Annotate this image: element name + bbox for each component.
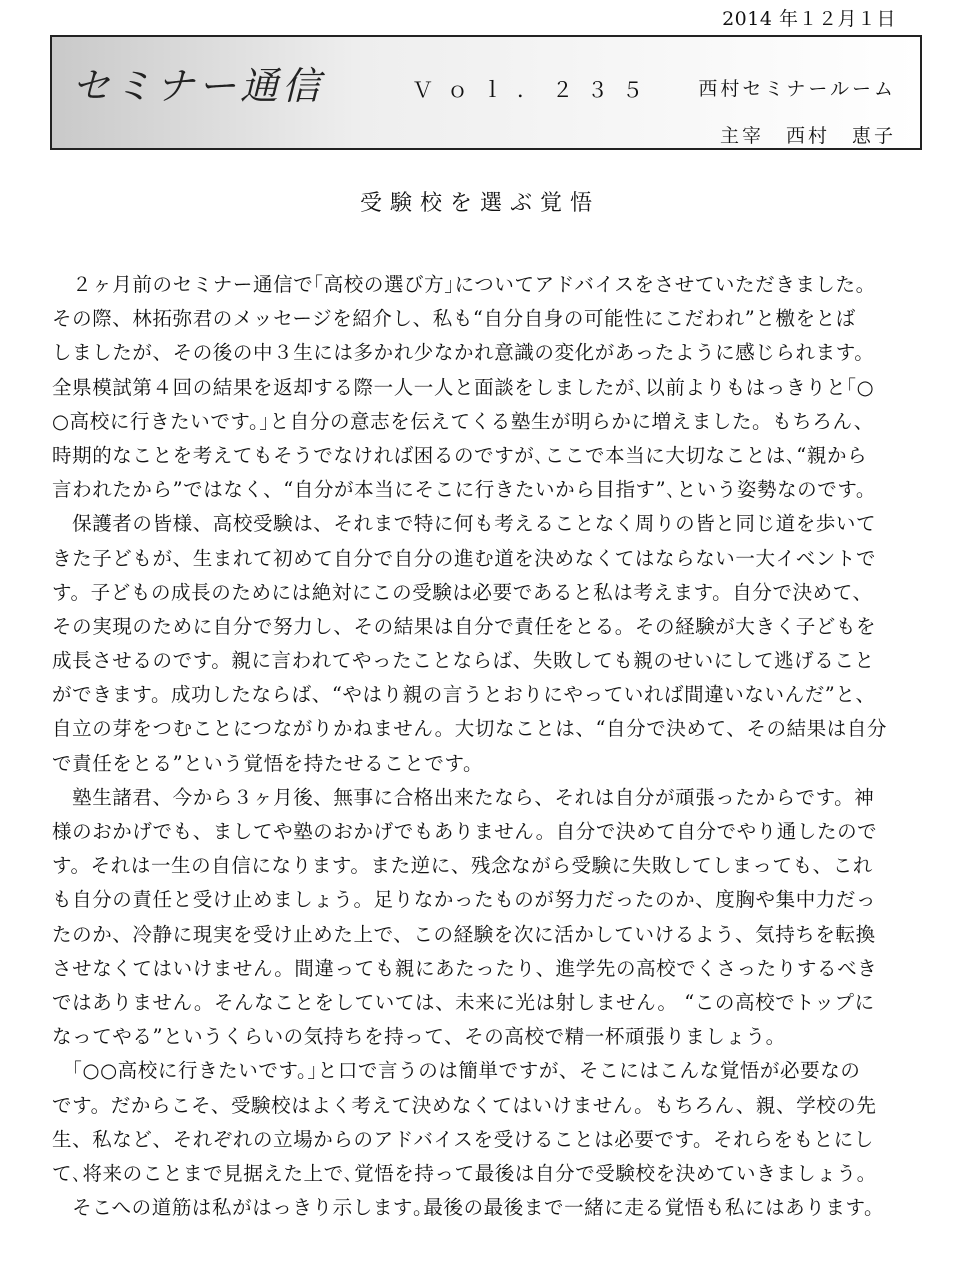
body-line: ２ヶ月前のセミナー通信で｢高校の選び方｣についてアドバイスをさせていただきました。 bbox=[52, 273, 876, 296]
body-line: その実現のために自分で努力し、その結果は自分で責任をとる。その経験が大きく子どもを bbox=[52, 614, 877, 638]
body-line: も自分の責任と受け止めましょう。足りなかったものが努力だったのか、度胸や集中力だっ bbox=[52, 888, 877, 912]
body-line: そこへの道筋は私がはっきり示します｡最後の最後まで一緒に走る覚悟も私にはあります。 bbox=[52, 1196, 885, 1220]
body-line: きた子どもが、生まれて初めて自分で自分の進む道を決めなくてはならない一大イベントで bbox=[52, 546, 877, 570]
newsletter-header bbox=[50, 35, 922, 150]
body-line: 時期的なことを考えてもそうでなければ困るのですが､ここで本当に大切なことは､“親から bbox=[52, 443, 868, 467]
body-line: す。子どもの成長のためには絶対にこの受験は必要であると私は考えます。自分で決めて、 bbox=[52, 580, 873, 604]
body-line: ○高校に行きたいです。｣と自分の意志を伝えてくる塾生が明らかに増えました。もちろん、 bbox=[52, 409, 874, 433]
director-name: 主宰 西村 恵子 bbox=[719, 125, 896, 147]
body-line: て､将来のことまで見据えた上で､覚悟を持って最後は自分で受験校を決めていきましょう。 bbox=[52, 1161, 877, 1185]
body-line: 全県模試第４回の結果を返却する際一人一人と面談をしましたが､以前よりもはっきりと｢○ bbox=[52, 375, 875, 399]
newsletter-title: セミナー通信 bbox=[72, 64, 325, 108]
body-line: なってやる”というくらいの気持ちを持って、その高校で精一杯頑張りましょう。 bbox=[52, 1025, 786, 1049]
body-line: 成長させるのです。親に言われてやったことならば、失敗しても親のせいにして逃げること bbox=[52, 649, 875, 673]
body-line: 保護者の皆様、高校受験は、それまで特に何も考えることなく周りの皆と同じ道を歩いて bbox=[52, 512, 877, 536]
article-title: 受験校を選ぶ覚悟 bbox=[359, 191, 600, 216]
body-line: 塾生諸君、今から３ヶ月後、無事に合格出来たなら、それは自分が頑張ったからです。神 bbox=[52, 785, 875, 809]
body-line: ではありません。そんなことをしていては、未来に光は射しません。 “この高校でトップに bbox=[52, 990, 875, 1014]
body-line: ができます。成功したならば、“やはり親の言うとおりにやっていれば間違いないんだ”と、 bbox=[52, 683, 876, 707]
body-line: させなくてはいけません。間違っても親にあたったり、進学先の高校でくさったりするべき bbox=[52, 956, 878, 980]
issue-date: 2014 年１２月１日 bbox=[722, 8, 896, 30]
body-line: 様のおかげでも、ましてや塾のおかげでもありません。自分で決めて自分でやり通したので bbox=[52, 820, 878, 843]
organization-name: 西村セミナールーム bbox=[698, 78, 896, 100]
body-line: 言われたから”ではなく、“自分が本当にそこに行きたいから目指す”､という姿勢なのです。 bbox=[52, 478, 877, 502]
volume-number: Ｖｏｌ．２３５ bbox=[412, 78, 657, 102]
body-line: しましたが、その後の中３生には多かれ少なかれ意識の変化があったように感じられます。 bbox=[52, 341, 875, 365]
body-line: その際、林拓弥君のメッセージを紹介し、私も“自分自身の可能性にこだわれ”と檄をとば bbox=[52, 307, 856, 331]
body-line: で責任をとる”という覚悟を持たせることです。 bbox=[52, 751, 484, 775]
body-line: す。それは一生の自信になります。また逆に、残念ながら受験に失敗してしまっても、これ bbox=[52, 854, 873, 878]
body-line: です。だからこそ、受験校はよく考えて決めなくてはいけません。もちろん、親、学校の先 bbox=[52, 1093, 877, 1117]
body-line: 生、私など、それぞれの立場からのアドバイスを受けることは必要です。それらをもとにし bbox=[52, 1127, 874, 1151]
body-line: 自立の芽をつむことにつながりかねません。大切なことは、“自分で決めて、その結果は自分 bbox=[52, 717, 888, 741]
body-line: たのか、冷静に現実を受け止めた上で、この経験を次に活かしていけるよう、気持ちを転換 bbox=[52, 922, 876, 946]
body-line: ｢○○高校に行きたいです。｣と口で言うのは簡単ですが、そこにはこんな覚悟が必要なの bbox=[52, 1059, 861, 1083]
article-body bbox=[52, 268, 900, 1225]
